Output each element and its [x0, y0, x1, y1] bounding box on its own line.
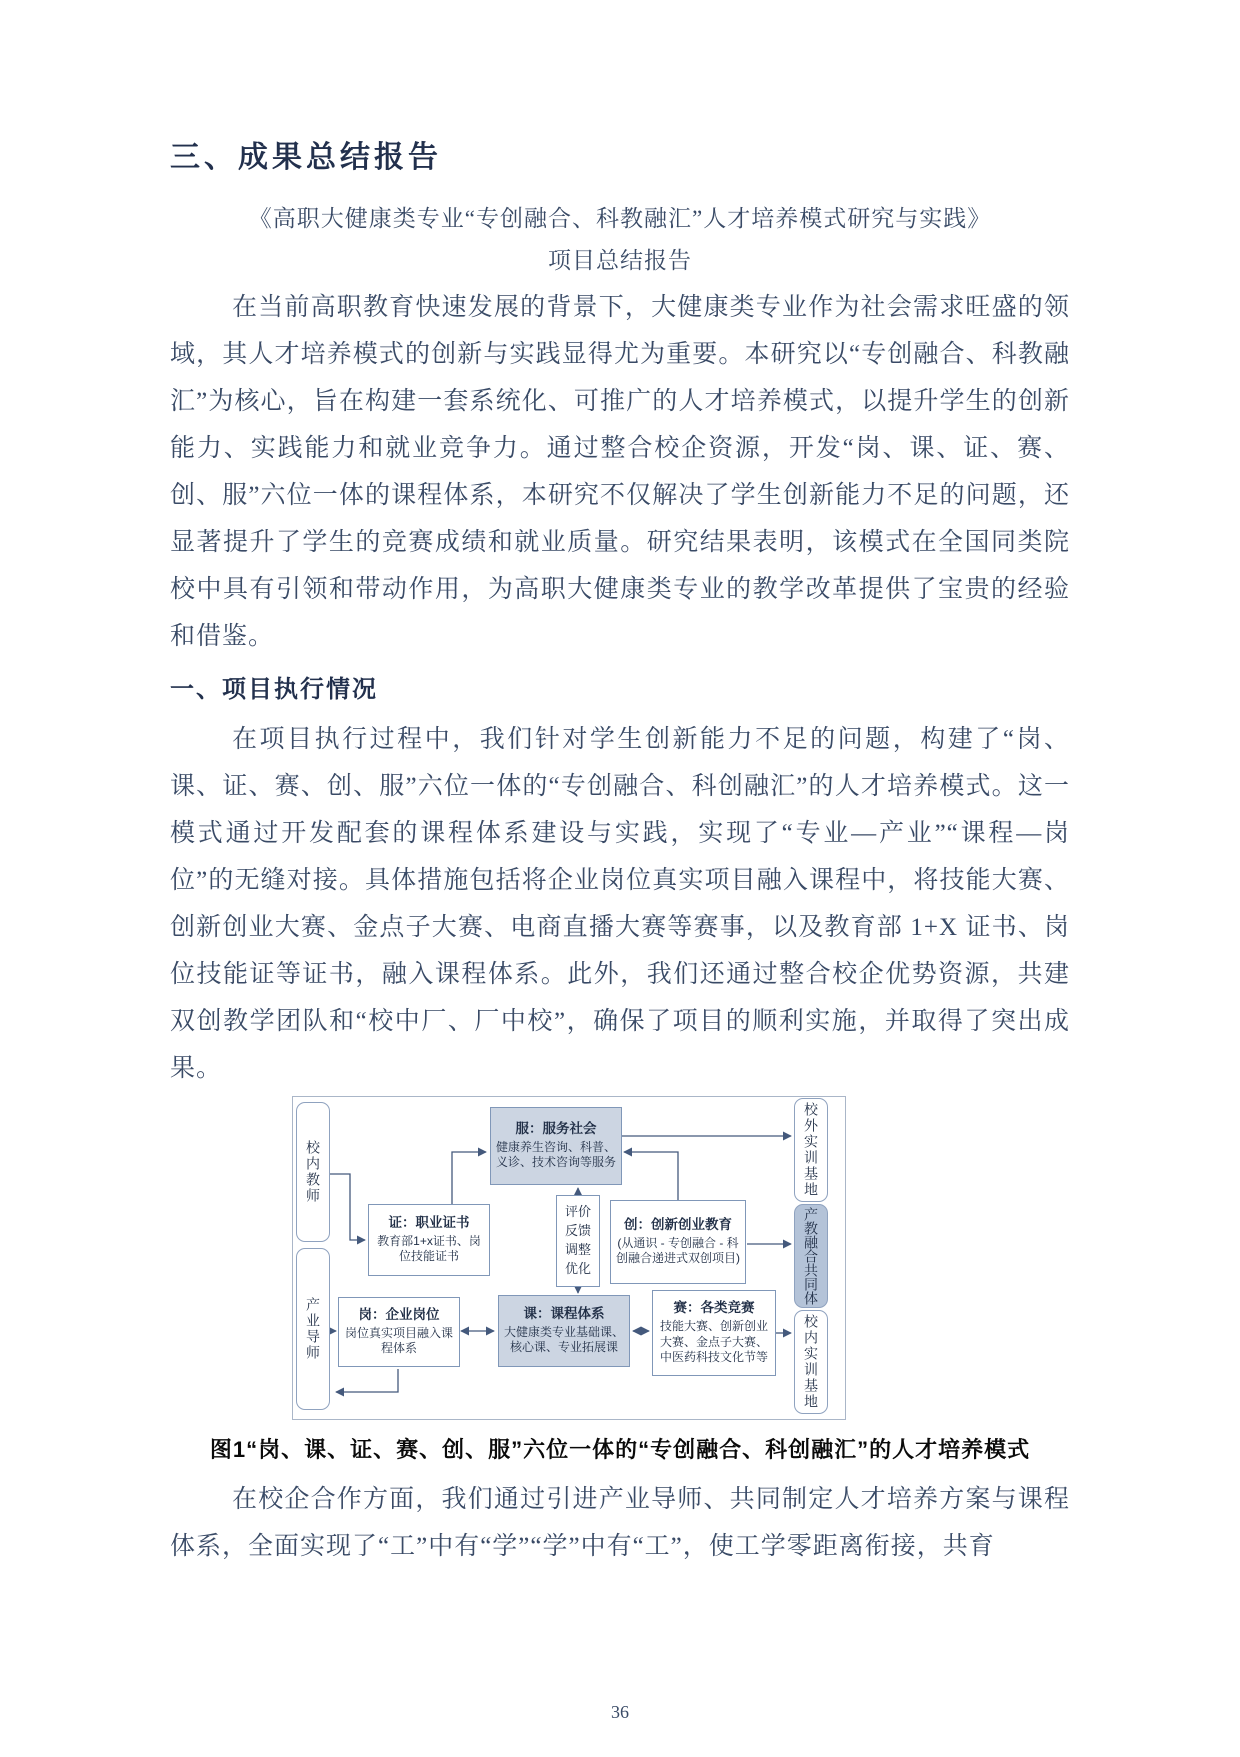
left-box-industry-mentors [296, 1248, 330, 1410]
node-competition [652, 1290, 776, 1376]
node-innovation-body: (从通识 - 专创融合 - 科创融合递进式双创项目) [616, 1235, 740, 1266]
left-box-campus-teachers [296, 1102, 330, 1242]
node-certificate-body: 教育部1+x证书、岗位技能证书 [377, 1233, 481, 1264]
node-service-body: 健康养生咨询、科普、义诊、技术咨询等服务 [496, 1139, 617, 1170]
node-course [498, 1295, 630, 1367]
node-service [490, 1107, 622, 1185]
node-post-body: 岗位真实项目融入课程体系 [344, 1325, 453, 1356]
section-heading: 一、项目执行情况 [170, 677, 378, 703]
node-post-title: 岗：企业岗位 [358, 1306, 440, 1322]
node-course-body: 大健康类专业基础课、核心课、专业拓展课 [504, 1324, 625, 1355]
left-box-campus-teachers-label: 校内教师 [305, 1140, 321, 1204]
left-box-industry-mentors-label: 产业导师 [305, 1297, 321, 1361]
node-feedback-label: 评价反馈调整优化 [564, 1204, 591, 1276]
paragraph-3: 在校企合作方面，我们通过引进产业导师、共同制定人才培养方案与课程体系，全面实现了“工”中有“学”“学”中有“工”，使工学零距离衔接，共育 [170, 1486, 1070, 1560]
node-service-title: 服：服务社会 [515, 1120, 597, 1136]
page-number: 36 [611, 1702, 629, 1722]
right-box-offcampus-base-label: 校外实训基地 [803, 1102, 819, 1198]
doc-subtitle-line1: 《高职大健康类专业“专创融合、科教融汇”人才培养模式研究与实践》 [248, 206, 992, 231]
right-box-oncampus-base [794, 1310, 828, 1414]
figure-talent-model [280, 1092, 858, 1424]
node-innovation-title: 创：创新创业教育 [624, 1216, 732, 1232]
paragraph-1: 在当前高职教育快速发展的背景下，大健康类专业作为社会需求旺盛的领域，其人才培养模式的创新与实践显得尤为重要。本研究以“专创融合、科教融汇”为核心，旨在构建一套系统化、可推广的人才培养模式，以提升学生的创新能力、实践能力和就业竞争力。通过整合校企资源，开发“岗、课、证、赛、创、服”六位一体的课程体系，本研究不仅解决了学生创新能力不足的问题，还显著提升了学生的竞赛成绩和就业质量。研究结果表明，该模式在全国同类院校中具有引领和带动作用，为高职大健康类专业的教学改革提供了宝贵的经验和借鉴。 [170, 294, 1070, 650]
node-competition-body: 技能大赛、创新创业大赛、金点子大赛、中医药科技文化节等 [659, 1319, 768, 1365]
paragraph-2: 在项目执行过程中，我们针对学生创新能力不足的问题，构建了“岗、课、证、赛、创、服”六位一体的“专创融合、科创融汇”的人才培养模式。这一模式通过开发配套的课程体系建设与实践，实现了“专业—产业”“课程—岗位”的无缝对接。具体措施包括将企业岗位真实项目融入课程中，将技能大赛、创新创业大赛、金点子大赛、电商直播大赛等赛事，以及教育部 1+X 证书、岗位技能证等证书，融入课程体系。此外，我们还通过整合校企优势资源，共建双创教学团队和“校中厂、厂中校”，确保了项目的顺利实施，并取得了突出成果。 [170, 726, 1070, 1082]
node-innovation [610, 1200, 746, 1284]
node-competition-title: 赛：各类竞赛 [673, 1300, 755, 1316]
doc-heading: 三、成果总结报告 [170, 141, 442, 174]
node-course-title: 课：课程体系 [523, 1305, 605, 1321]
doc-subtitle-line2: 项目总结报告 [548, 248, 692, 273]
figure-caption: 图1“岗、课、证、赛、创、服”六位一体的“专创融合、科创融汇”的人才培养模式 [209, 1437, 1031, 1462]
node-certificate-title: 证：职业证书 [388, 1214, 470, 1230]
right-box-integration-community [794, 1204, 828, 1308]
right-box-integration-community-label: 产教融合共同体 [803, 1207, 819, 1305]
right-box-offcampus-base [794, 1098, 828, 1202]
node-post [338, 1297, 460, 1367]
right-box-oncampus-base-label: 校内实训基地 [803, 1314, 819, 1410]
node-feedback [556, 1195, 600, 1287]
node-certificate [368, 1204, 490, 1276]
